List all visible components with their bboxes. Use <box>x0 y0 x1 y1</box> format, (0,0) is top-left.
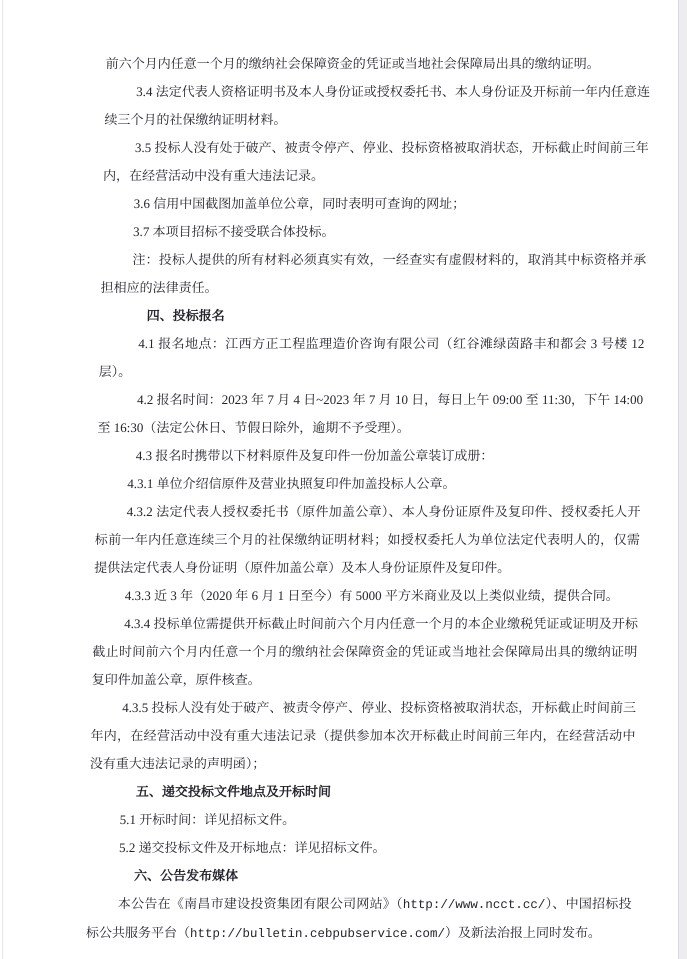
media-text-mid: ）、中国招标投标公共服务平台（ <box>85 896 632 940</box>
section-heading-6-announcement-media: 六、公告发布媒体 <box>133 868 239 883</box>
para-4-3-5: 4.3.5 投标人没有处于破产、被责令停产、停业、投标资格被取消状态，开标截止时间前三年内，在经营活动中没有重大违法记录（提供参加本次开标截止时间前三年内，在经营活动中没有重大违法记录的声明函）； <box>89 700 637 771</box>
para-5-2-submission-place: 5.2 递交投标文件及开标地点：详见招标文件。 <box>118 840 386 855</box>
para-4-3-1: 4.3.1 单位介绍信原件及营业执照复印件加盖投标人公章。 <box>127 476 456 491</box>
para-note: 注：投标人提供的所有材料必须真实有效，一经查实有虚假材料的，取消其中标资格并承担相应的法律责任。 <box>100 252 647 295</box>
media-text-lead: 本公告在《南昌市建设投资集团有限公司网站》（ <box>117 896 404 911</box>
url-ncct: http://www.ncct.cc/ <box>402 898 546 912</box>
para-4-2-registration-time: 4.2 报名时间：2023 年 7 月 4 日~2023 年 7 月 10 日，每日上午 09:00 至 11:30，下午 14:00 至 16:30（法定公休日、节假日除外，逾期不予受理）。 <box>97 392 644 435</box>
para-4-3-3: 4.3.3 近 3 年（2020 年 6 月 1 日至今）有 5000 平方米商业及以上类似业绩，提供合同。 <box>124 588 619 603</box>
para-4-3-2: 4.3.2 法定代表人授权委托书（原件加盖公章）、本人身份证原件及复印件、授权委托人开标前一年内任意连续三个月的社保缴纳证明材料；如授权委托人为单位法定代表明人的，仅需提供法定代表人身份证明（原件加盖公章）及本人身份证原件及复印件。 <box>94 504 641 575</box>
para-3-7: 3.7 本项目招标不接受联合体投标。 <box>132 224 335 239</box>
para-3-6: 3.6 信用中国截图加盖单位公章，同时表明可查询的网址； <box>133 196 466 211</box>
scan-right-edge-artifact <box>678 0 687 959</box>
para-4-3-materials: 4.3 报名时携带以下材料原件及复印件一份加盖公章装订成册： <box>135 448 494 463</box>
section-heading-5-submission-opening: 五、递交投标文件地点及开标时间 <box>135 784 332 799</box>
para-3-5: 3.5 投标人没有处于破产、被责令停产、停业、投标资格被取消状态，开标截止时间前三年内，在经营活动中没有重大违法记录。 <box>102 140 649 183</box>
para-announcement-media <box>86 890 632 948</box>
para-5-1-opening-time: 5.1 开标时间：详见招标文件。 <box>119 812 296 827</box>
document-body <box>86 50 651 948</box>
media-text-tail: ）及新法治报上同时发布。 <box>444 925 602 940</box>
para-3-4: 3.4 法定代表人资格证明书及本人身份证或授权委托书、本人身份证及开标前一年内任意连续三个月的社保缴纳证明材料。 <box>104 84 651 127</box>
para-4-3-4: 4.3.4 投标单位需提供开标截止时间前六个月内任意一个月的本企业缴税凭证或证明及开标截止时间前六个月内任意一个月的缴纳社会保障资金的凭证或当地社会保障局出具的缴纳证明复印件加盖公章，原件核查。 <box>91 616 639 687</box>
scan-left-edge-artifact <box>2 0 3 959</box>
para-4-1-registration-place: 4.1 报名地点：江西方正工程监理造价咨询有限公司（红谷滩绿茵路丰和都会 3 号楼 12 层）。 <box>98 336 645 379</box>
url-cebpubservice: http://bulletin.cebpubservice.com/ <box>189 927 446 941</box>
section-heading-4-bid-registration: 四、投标报名 <box>146 308 225 323</box>
para-social-security-continuation: 前六个月内任意一个月的缴纳社会保障资金的凭证或当地社会保障局出具的缴纳证明。 <box>105 56 600 71</box>
